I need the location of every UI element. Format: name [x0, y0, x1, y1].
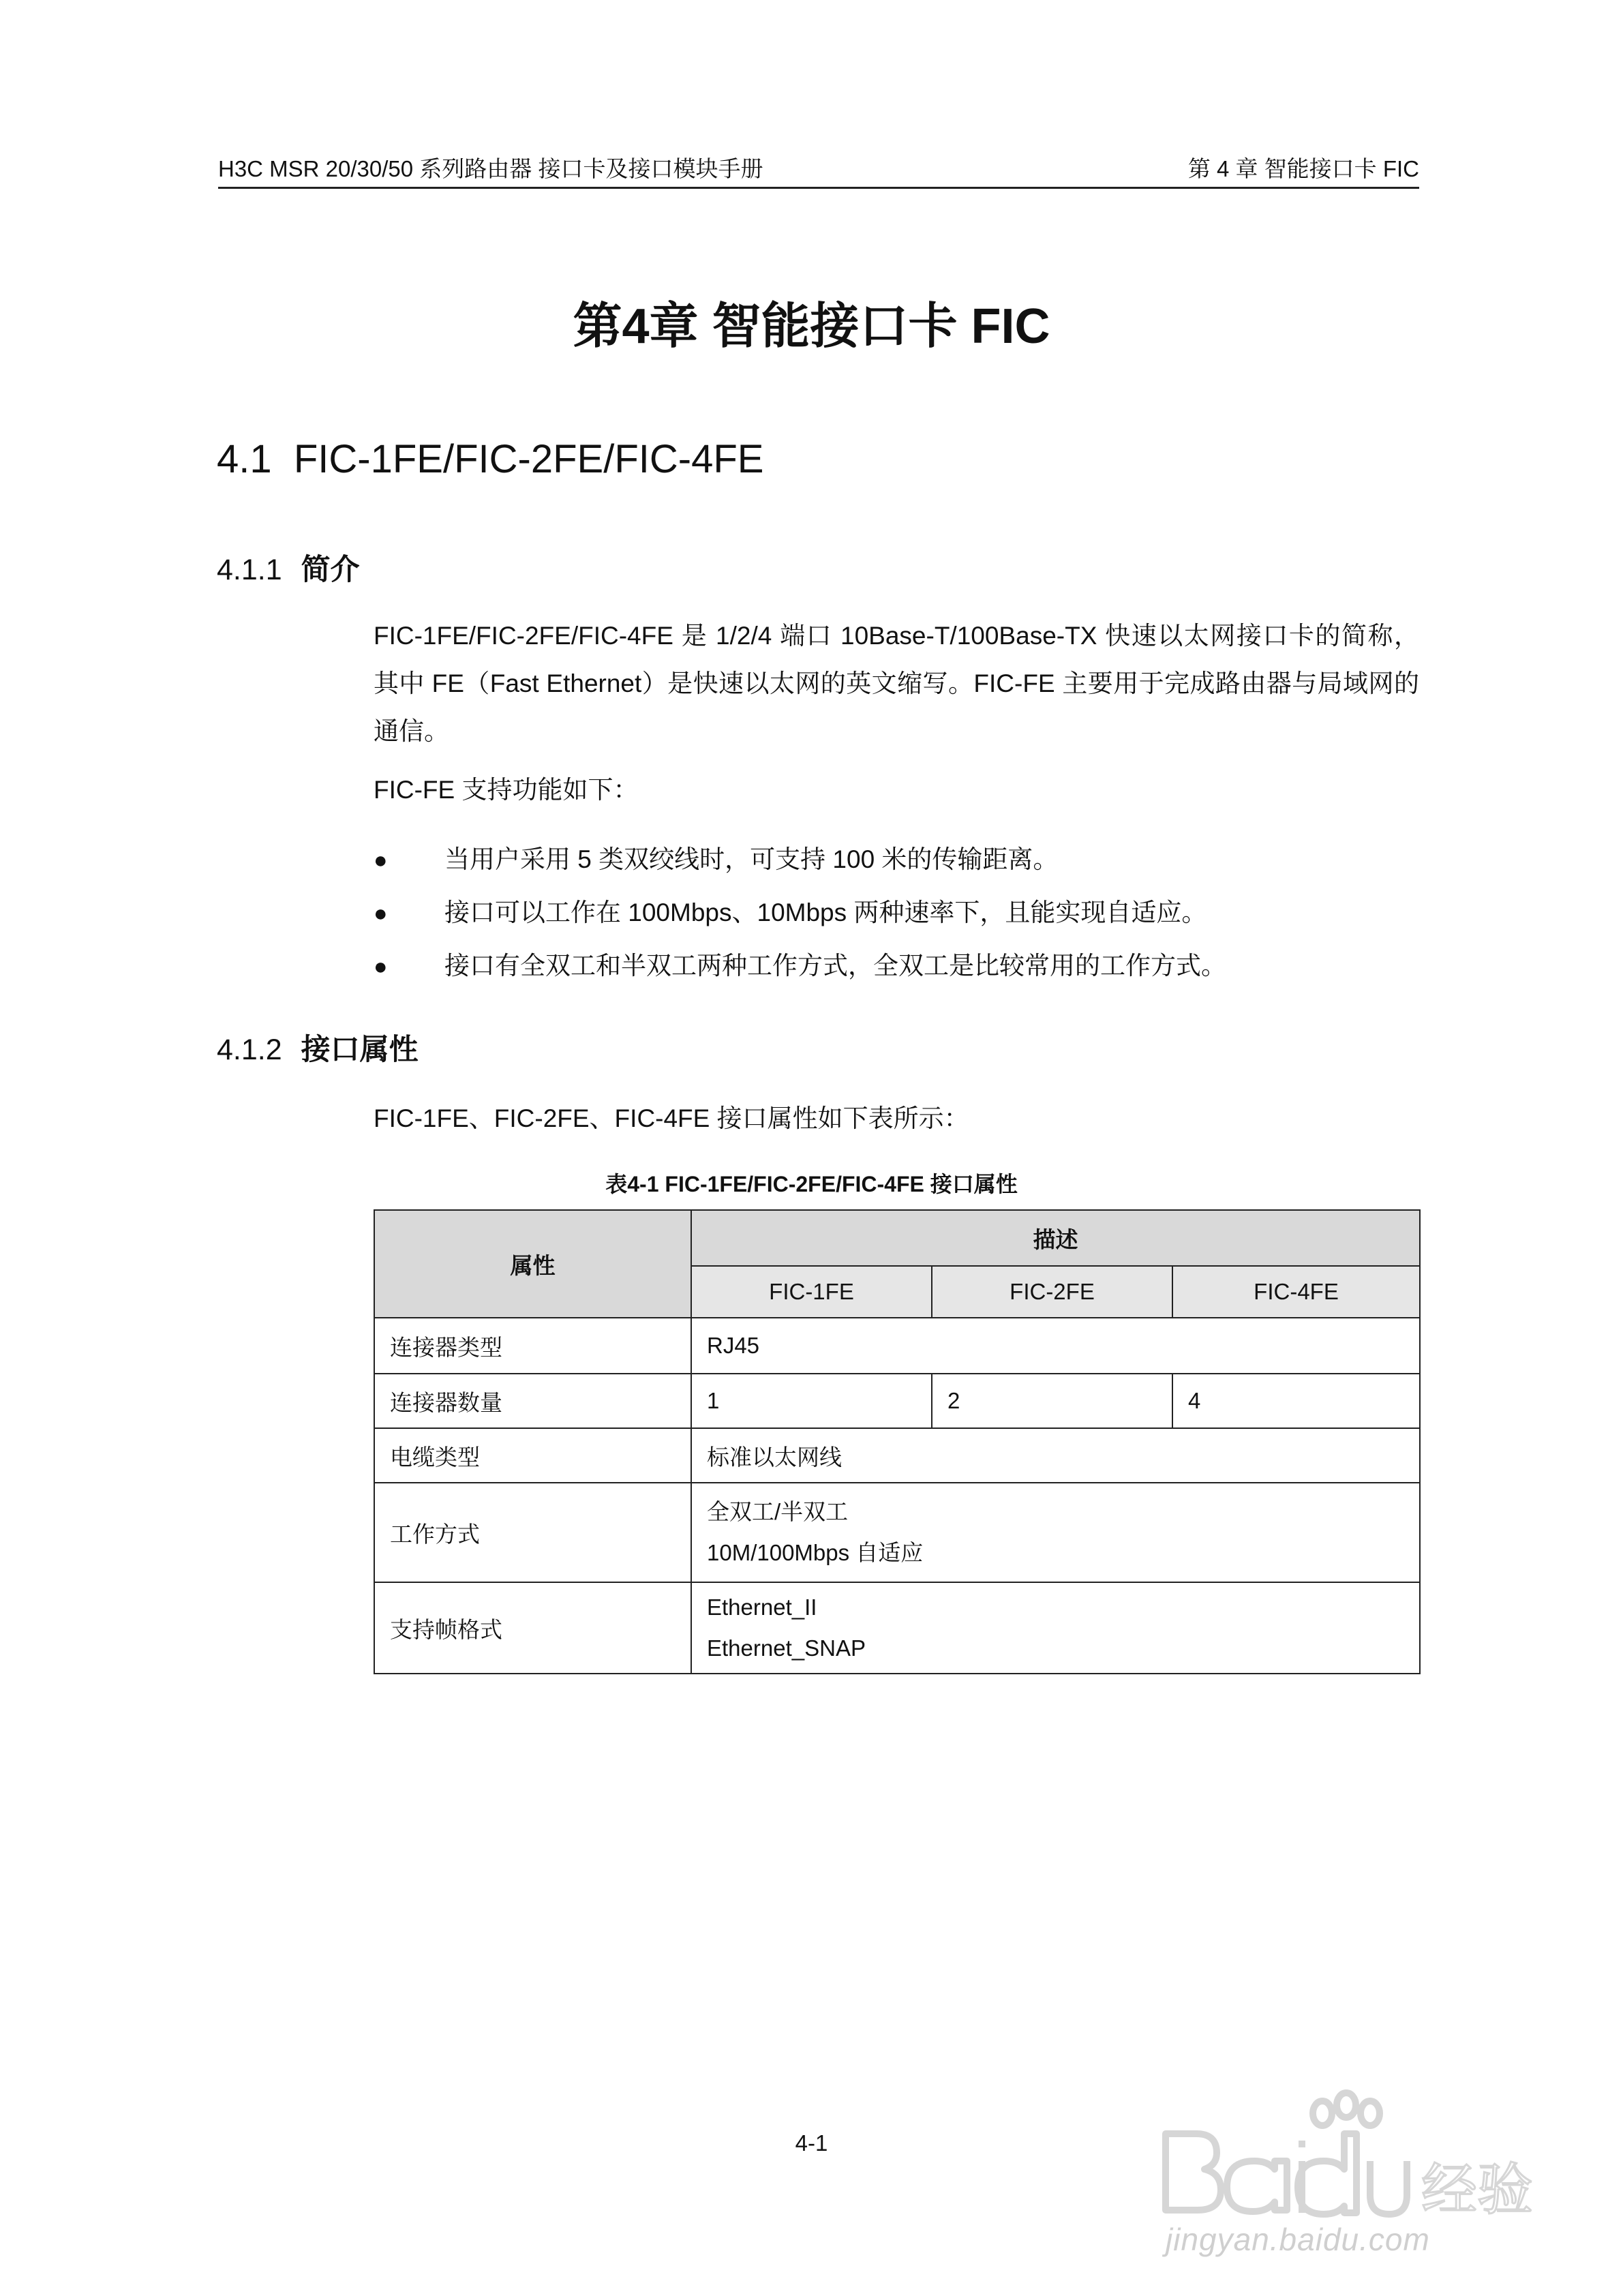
header-model: FIC-2FE: [932, 1266, 1172, 1318]
cell-multiline: [691, 1582, 1420, 1674]
bullet-icon: ●: [374, 901, 388, 926]
chapter-title: 第4章 智能接口卡 FIC: [573, 299, 1050, 354]
subsection-title: 简介: [301, 554, 360, 586]
list-item: [374, 945, 1226, 982]
table-header-row: [374, 1210, 1420, 1266]
header-model: FIC-4FE: [1172, 1266, 1420, 1318]
row-label: 电缆类型: [374, 1428, 691, 1483]
page-number: 4-1: [795, 2130, 828, 2156]
cell-value: RJ45: [691, 1318, 1420, 1374]
subsection-number: 4.1.1: [217, 554, 282, 586]
section-title: FIC-1FE/FIC-2FE/FIC-4FE: [293, 437, 764, 481]
baidu-logo-icon: [1152, 2086, 1534, 2222]
cell-multiline: [691, 1483, 1420, 1582]
running-header-chapter: 第 4 章 智能接口卡 FIC: [1187, 156, 1419, 181]
list-item: [374, 892, 1207, 928]
subsection-heading-props: [217, 1027, 419, 1068]
table-row: [374, 1582, 1420, 1674]
features-lead: FIC-FE 支持功能如下：: [374, 776, 639, 804]
table-row: [374, 1318, 1420, 1374]
header-attribute: 属性: [374, 1210, 691, 1318]
interface-attribute-table: [374, 1209, 1421, 1674]
list-item: [374, 839, 1058, 875]
table-caption: 表4-1 FIC-1FE/FIC-2FE/FIC-4FE 接口属性: [605, 1172, 1018, 1196]
row-label: 支持帧格式: [374, 1582, 691, 1674]
running-header-title: H3C MSR 20/30/50 系列路由器 接口卡及接口模块手册: [218, 156, 763, 181]
subsection-title: 接口属性: [301, 1033, 419, 1066]
table-row: [374, 1374, 1420, 1428]
section-heading: [217, 436, 763, 482]
subsection-number: 4.1.2: [217, 1033, 282, 1066]
header-description: 描述: [691, 1210, 1420, 1266]
cell-line: Ethernet_II: [707, 1595, 817, 1620]
table-row: [374, 1428, 1420, 1483]
watermark-url: jingyan.baidu.com: [1166, 2222, 1430, 2257]
row-label: 工作方式: [374, 1483, 691, 1582]
list-item-text: 当用户采用 5 类双绞线时，可支持 100 米的传输距离。: [444, 845, 1059, 873]
cell-value: 2: [932, 1374, 1172, 1428]
bullet-icon: ●: [374, 847, 388, 873]
cell-line: 全双工/半双工: [707, 1499, 849, 1524]
list-item-text: 接口可以工作在 100Mbps、10Mbps 两种速率下，且能实现自适应。: [444, 898, 1207, 926]
props-lead: FIC-1FE、FIC-2FE、FIC-4FE 接口属性如下表所示：: [374, 1104, 969, 1132]
header-model: FIC-1FE: [691, 1266, 932, 1318]
svg-text:经验: 经验: [1421, 2158, 1534, 2222]
intro-paragraph: FIC-1FE/FIC-2FE/FIC-4FE 是 1/2/4 端口 10Base-T/100Base-TX 快速以太网接口卡的简称，其中 FE（Fast Ethernet）是快速以太网的英文缩写。FIC-FE 主要用于完成路由器与局域网的通信。: [374, 622, 1419, 745]
bullet-icon: ●: [374, 954, 388, 980]
row-label: 连接器类型: [374, 1318, 691, 1374]
table-row: [374, 1483, 1420, 1582]
baidu-jingyan-watermark: [1152, 2086, 1534, 2256]
cell-value: 1: [691, 1374, 932, 1428]
cell-value: 标准以太网线: [691, 1428, 1420, 1483]
list-item-text: 接口有全双工和半双工两种工作方式，全双工是比较常用的工作方式。: [444, 952, 1226, 980]
section-number: 4.1: [217, 437, 272, 481]
cell-line: 10M/100Mbps 自适应: [707, 1540, 924, 1565]
subsection-heading-intro: [217, 547, 360, 588]
header-divider: [218, 187, 1419, 189]
cell-value: 4: [1172, 1374, 1420, 1428]
cell-line: Ethernet_SNAP: [707, 1635, 866, 1661]
row-label: 连接器数量: [374, 1374, 691, 1428]
